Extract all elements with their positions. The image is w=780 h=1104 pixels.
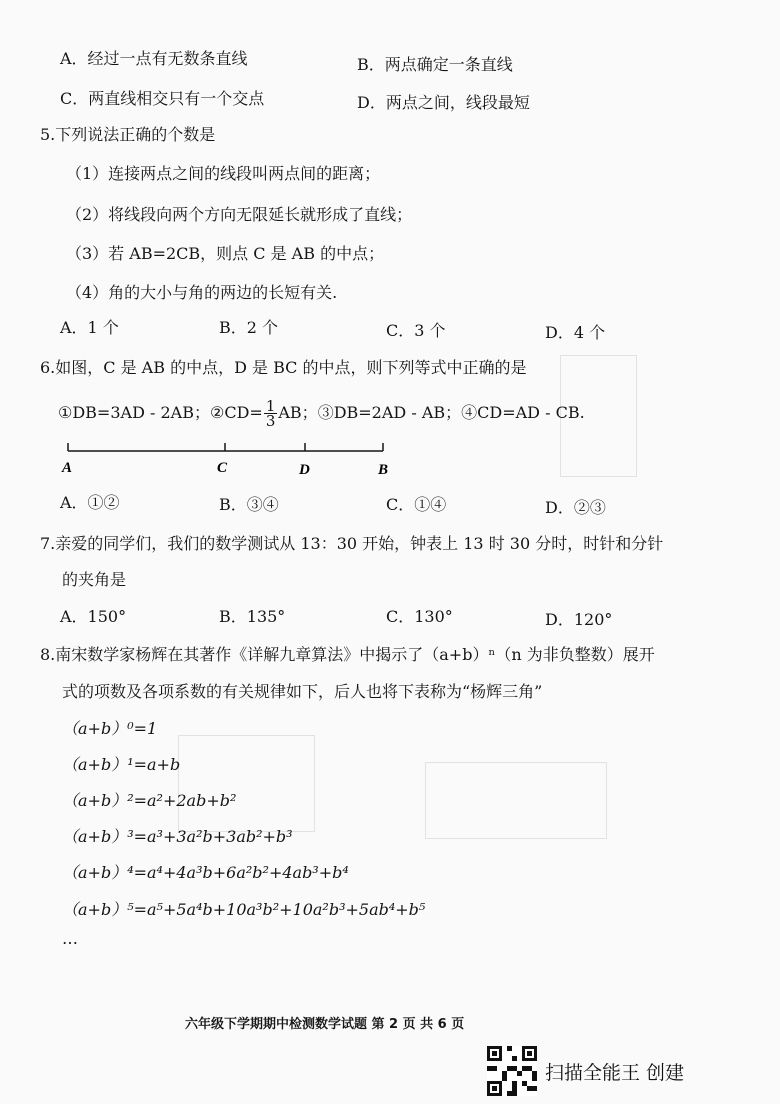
q7-stem-continued: 的夹角是 [62, 570, 127, 589]
bleed-through-box-right [425, 762, 607, 839]
binomial-row-2: （a+b）²=a²+2ab+b² [62, 791, 237, 810]
q6-option-b: B．③④ [219, 495, 279, 514]
binomial-ellipsis: … [62, 929, 78, 948]
qr-code-icon [487, 1046, 537, 1096]
q7-option-d: D．120° [545, 610, 613, 629]
point-label-d: D [299, 462, 310, 478]
binomial-row-3: （a+b）³=a³+3a²b+3ab²+b³ [62, 827, 293, 846]
q6-eq2-fraction [264, 399, 278, 428]
binomial-row-5: （a+b）⁵=a⁵+5a⁴b+10a³b²+10a²b³+5ab⁴+b⁵ [62, 900, 426, 919]
q6-eq2-suffix: AB； [278, 403, 318, 422]
q6-option-d: D．②③ [545, 498, 606, 517]
fraction-denominator: 3 [265, 412, 276, 430]
scanner-watermark-text: 扫描全能王 创建 [545, 1062, 685, 1084]
q6-eq3: ③DB=2AD - AB； [317, 403, 462, 422]
q8-stem: 8.南宋数学家杨辉在其著作《详解九章算法》中揭示了（a+b）ⁿ（n 为非负整数）展开 [40, 645, 655, 664]
q5-option-a: A．1 个 [60, 318, 119, 337]
q7-stem: 7.亲爱的同学们，我们的数学测试从 13：30 开始，钟表上 13 时 30 分时，时针和分针 [40, 534, 664, 553]
q5-item-3: （3）若 AB=2CB，则点 C 是 AB 的中点； [66, 244, 385, 263]
binomial-row-1: （a+b）¹=a+b [62, 755, 181, 774]
q6-eq1: ①DB=3AD - 2AB； [58, 403, 210, 422]
q7-option-c: C．130° [386, 607, 453, 626]
q5-item-1: （1）连接两点之间的线段叫两点间的距离； [66, 164, 381, 183]
q6-option-c: C．①④ [386, 495, 447, 514]
q6-option-a: A．①② [60, 493, 120, 512]
q5-stem: 5.下列说法正确的个数是 [40, 125, 216, 144]
q5-item-4: （4）角的大小与角的两边的长短有关. [66, 283, 338, 302]
q6-equations [58, 398, 585, 428]
point-label-b: B [378, 462, 389, 478]
q6-stem: 6.如图，C 是 AB 的中点，D 是 BC 的中点，则下列等式中正确的是 [40, 358, 527, 377]
point-label-a: A [62, 460, 73, 476]
q5-option-d: D．4 个 [545, 323, 606, 342]
page-footer: 六年级下学期期中检测数学试题 第 2 页 共 6 页 [185, 1017, 465, 1032]
q5-option-c: C．3 个 [386, 321, 446, 340]
fraction-numerator: 1 [265, 397, 276, 415]
q4-option-a: A．经过一点有无数条直线 [60, 49, 248, 68]
bleed-through-box-left [178, 735, 315, 832]
segment-diagram [55, 440, 405, 480]
q7-option-b: B．135° [219, 607, 286, 626]
q5-item-2: （2）将线段向两个方向无限延长就形成了直线； [66, 205, 413, 224]
binomial-row-4: （a+b）⁴=a⁴+4a³b+6a²b²+4ab³+b⁴ [62, 863, 349, 882]
q7-option-a: A．150° [60, 607, 127, 626]
q4-option-c: C．两直线相交只有一个交点 [60, 89, 265, 108]
q8-stem-continued: 式的项数及各项系数的有关规律如下，后人也将下表称为“杨辉三角” [62, 682, 543, 701]
point-label-c: C [217, 460, 228, 476]
binomial-row-0: （a+b）⁰=1 [62, 719, 158, 738]
q5-option-b: B．2 个 [219, 318, 279, 337]
q6-eq2-prefix: ②CD= [209, 403, 263, 422]
q4-option-d: D．两点之间，线段最短 [357, 93, 530, 112]
q4-option-b: B．两点确定一条直线 [357, 55, 513, 74]
q6-eq4: ④CD=AD - CB. [461, 403, 585, 422]
